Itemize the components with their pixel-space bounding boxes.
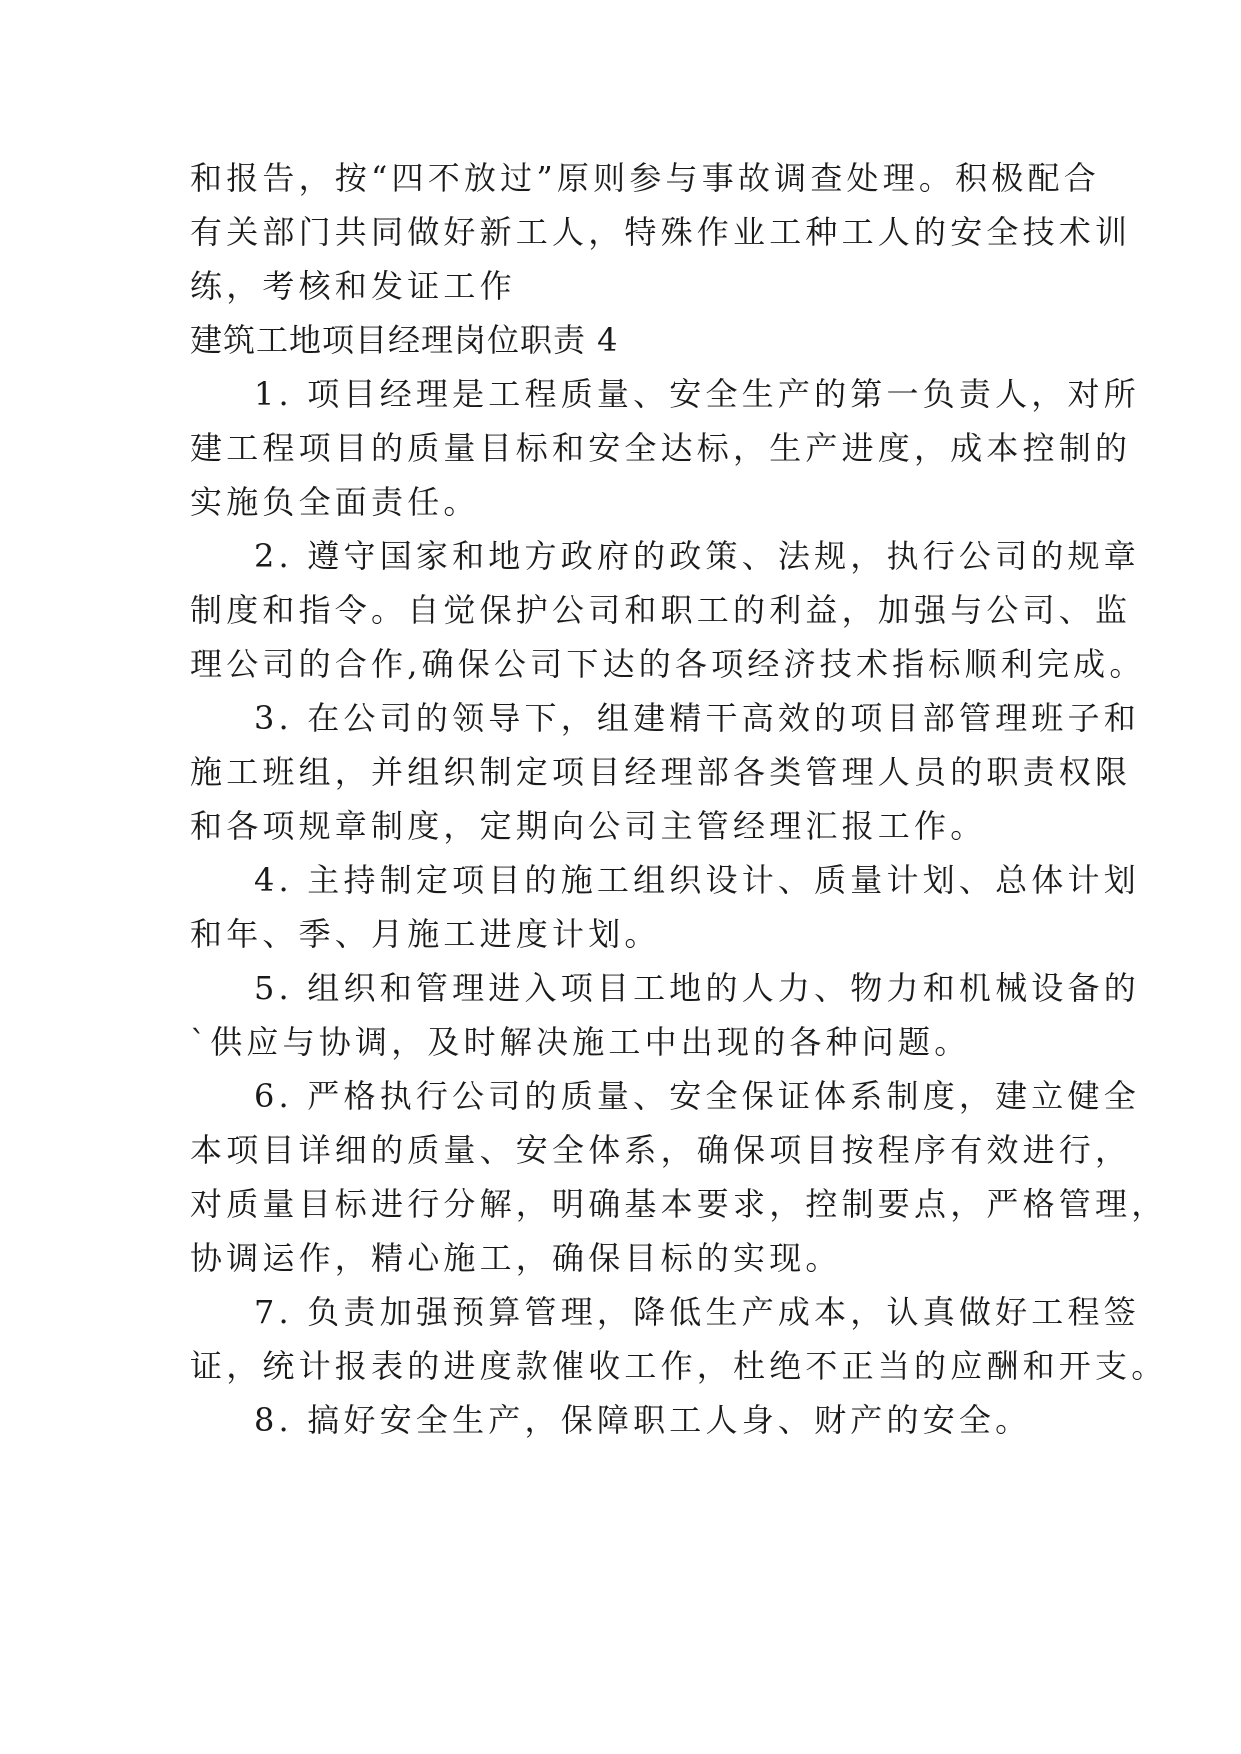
list-item-line: 协调运作，精心施工，确保目标的实现。 <box>190 1239 842 1277</box>
list-item-line: 和各项规章制度，定期向公司主管经理汇报工作。 <box>190 807 987 845</box>
list-item-line: 5. 组织和管理进入项目工地的人力、物力和机械设备的 <box>254 969 1140 1007</box>
list-item-line: 理公司的合作,确保公司下达的各项经济技术指标顺利完成。 <box>190 645 1146 683</box>
list-item-line: 制度和指令。自觉保护公司和职工的利益，加强与公司、监 <box>190 591 1132 629</box>
list-item-line: 4. 主持制定项目的施工组织设计、质量计划、总体计划 <box>254 861 1140 899</box>
section-title: 建筑工地项目经理岗位职责 4 <box>190 321 619 359</box>
list-item-line: 1. 项目经理是工程质量、安全生产的第一负责人，对所 <box>254 375 1140 413</box>
list-item-line: 对质量目标进行分解，明确基本要求，控制要点，严格管理， <box>190 1185 1168 1223</box>
paragraph-line: 练，考核和发证工作 <box>190 267 516 305</box>
list-item-line: 建工程项目的质量目标和安全达标，生产进度，成本控制的 <box>190 429 1132 467</box>
list-item-line: 实施负全面责任。 <box>190 483 480 521</box>
list-item-line: 7. 负责加强预算管理，降低生产成本，认真做好工程签 <box>254 1293 1140 1331</box>
list-item-line: 本项目详细的质量、安全体系，确保项目按程序有效进行， <box>190 1131 1132 1169</box>
list-item-line: 3. 在公司的领导下，组建精干高效的项目部管理班子和 <box>254 699 1140 737</box>
list-item-line: 和年、季、月施工进度计划。 <box>190 915 661 953</box>
paragraph-line: 有关部门共同做好新工人，特殊作业工种工人的安全技术训 <box>190 213 1132 251</box>
list-item-line: 6. 严格执行公司的质量、安全保证体系制度，建立健全 <box>254 1077 1140 1115</box>
list-item-line: 8. 搞好安全生产，保障职工人身、财产的安全。 <box>254 1401 1032 1439</box>
list-item-line: 施工班组，并组织制定项目经理部各类管理人员的职责权限 <box>190 753 1132 791</box>
list-item-line: 证，统计报表的进度款催收工作，杜绝不正当的应酬和开支。 <box>190 1347 1168 1385</box>
paragraph-line: 和报告，按“四不放过”原则参与事故调查处理。积极配合 <box>190 159 1100 197</box>
list-item-line: 2. 遵守国家和地方政府的政策、法规，执行公司的规章 <box>254 537 1140 575</box>
list-item-line: `供应与协调，及时解决施工中出现的各种问题。 <box>190 1023 971 1061</box>
